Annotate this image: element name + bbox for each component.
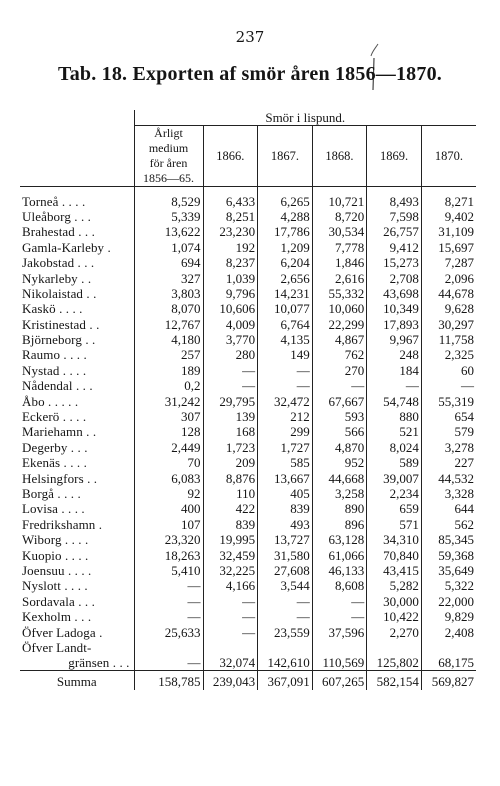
table-row [20, 378, 476, 393]
medium-value-cell: — [134, 609, 203, 624]
table-row [20, 440, 476, 455]
year-value-cell: 422 [203, 501, 258, 516]
medium-value-cell: 2,449 [134, 440, 203, 455]
year-value-cell: 566 [312, 424, 367, 439]
year-value-cell: 35,649 [421, 563, 476, 578]
year-value-cell: 405 [258, 486, 313, 501]
year-value-cell: 2,325 [421, 347, 476, 362]
year-value-cell: 46,133 [312, 563, 367, 578]
medium-value-cell: 23,320 [134, 532, 203, 547]
medium-value-cell: 257 [134, 347, 203, 362]
year-value-cell: 6,433 [203, 187, 258, 209]
year-value-cell: 27,608 [258, 563, 313, 578]
table-row [20, 363, 476, 378]
year-value-cell: 60 [421, 363, 476, 378]
place-cell: Torneå . . . . [22, 193, 86, 209]
year-value-cell: — [421, 378, 476, 393]
year-value-cell: 589 [367, 455, 422, 470]
table-row [20, 347, 476, 362]
place-cell: Ekenäs . . . . [22, 455, 87, 471]
table-row [20, 224, 476, 239]
summa-value-cell: 607,265 [312, 670, 367, 690]
year-value-cell: — [312, 609, 367, 624]
year-value-cell: 6,204 [258, 255, 313, 270]
year-value-cell: 6,764 [258, 317, 313, 332]
place-cell: Lovisa . . . . [22, 501, 85, 517]
year-value-cell: 579 [421, 424, 476, 439]
export-table [20, 110, 476, 690]
year-value-cell: 644 [421, 501, 476, 516]
year-value-cell: 299 [258, 424, 313, 439]
medium-value-cell: 189 [134, 363, 203, 378]
year-value-cell: 3,770 [203, 332, 258, 347]
year-value-cell: 43,415 [367, 563, 422, 578]
year-header: 1870. [421, 126, 476, 187]
place-cell: Nikolaistad . . [22, 285, 97, 301]
place-cell: Mariehamn . . [22, 424, 97, 440]
year-value-cell: 23,230 [203, 224, 258, 239]
year-value-cell: 952 [312, 455, 367, 470]
year-value-cell: 8,271 [421, 187, 476, 209]
year-value-cell: 43,698 [367, 286, 422, 301]
year-value-cell: 1,846 [312, 255, 367, 270]
medium-value-cell: 92 [134, 486, 203, 501]
place-cell: Raumo . . . . [22, 347, 87, 363]
year-header: 1869. [367, 126, 422, 187]
year-value-cell: 896 [312, 517, 367, 532]
year-value-cell: 659 [367, 501, 422, 516]
place-cell: Kuopio . . . . [22, 547, 89, 563]
medium-value-cell: 128 [134, 424, 203, 439]
place-cell: Nykarleby . . [22, 270, 92, 286]
year-value-cell: 68,175 [421, 640, 476, 671]
year-value-cell: 890 [312, 501, 367, 516]
year-value-cell: 110 [203, 486, 258, 501]
place-cell: Gamla-Karleby . [22, 239, 111, 255]
year-value-cell: 9,967 [367, 332, 422, 347]
year-value-cell: 8,251 [203, 209, 258, 224]
place-cell: Degerby . . . [22, 439, 88, 455]
medium-value-cell: 31,242 [134, 393, 203, 408]
year-value-cell: 55,319 [421, 393, 476, 408]
year-value-cell: 3,278 [421, 440, 476, 455]
year-value-cell: 493 [258, 517, 313, 532]
medium-value-cell: 307 [134, 409, 203, 424]
year-value-cell: 44,668 [312, 470, 367, 485]
year-value-cell: 4,288 [258, 209, 313, 224]
place-line: gränsen . . . [68, 654, 130, 670]
year-value-cell: 593 [312, 409, 367, 424]
table-row [20, 594, 476, 609]
year-value-cell: — [203, 363, 258, 378]
table-row [20, 470, 476, 485]
year-value-cell: 17,893 [367, 317, 422, 332]
table-row [20, 517, 476, 532]
year-value-cell: 32,225 [203, 563, 258, 578]
year-value-cell: 29,795 [203, 393, 258, 408]
summa-value-cell: 569,827 [421, 670, 476, 690]
year-value-cell: 2,656 [258, 270, 313, 285]
place-cell: Joensuu . . . . [22, 562, 92, 578]
year-value-cell: 5,282 [367, 578, 422, 593]
place-cell: Uleåborg . . . [22, 208, 92, 224]
table-row [20, 409, 476, 424]
table-row [20, 532, 476, 547]
year-value-cell: 6,265 [258, 187, 313, 209]
year-value-cell: 55,332 [312, 286, 367, 301]
place-cell: Wiborg . . . . [22, 532, 89, 548]
table-row [20, 240, 476, 255]
medium-value-cell: — [134, 594, 203, 609]
year-value-cell: 8,024 [367, 440, 422, 455]
year-value-cell: 32,459 [203, 547, 258, 562]
year-value-cell: 521 [367, 424, 422, 439]
year-value-cell: 7,778 [312, 240, 367, 255]
year-value-cell: 762 [312, 347, 367, 362]
table-row [20, 563, 476, 578]
year-value-cell: 2,096 [421, 270, 476, 285]
year-value-cell: 571 [367, 517, 422, 532]
year-value-cell: 67,667 [312, 393, 367, 408]
year-value-cell: 4,867 [312, 332, 367, 347]
year-value-cell: 8,720 [312, 209, 367, 224]
medium-header-line: Årligt [154, 126, 183, 141]
year-header: 1868. [312, 126, 367, 187]
place-cell: Jakobstad . . . [22, 255, 95, 271]
medium-value-cell: 400 [134, 501, 203, 516]
place-line: Öfver Landt- [22, 639, 92, 655]
year-value-cell: 4,009 [203, 317, 258, 332]
year-value-cell: 839 [203, 517, 258, 532]
medium-value-cell: 8,529 [134, 187, 203, 209]
year-value-cell: 23,559 [258, 624, 313, 639]
table-row [20, 209, 476, 224]
medium-value-cell: 6,083 [134, 470, 203, 485]
year-value-cell: 54,748 [367, 393, 422, 408]
medium-value-cell: 25,633 [134, 624, 203, 639]
year-value-cell: 168 [203, 424, 258, 439]
year-value-cell: — [203, 624, 258, 639]
year-value-cell: 4,135 [258, 332, 313, 347]
table-body [20, 187, 476, 690]
medium-value-cell: 13,622 [134, 224, 203, 239]
year-value-cell: 125,802 [367, 640, 422, 671]
summa-row [20, 670, 476, 690]
year-value-cell: 184 [367, 363, 422, 378]
year-value-cell: 15,697 [421, 240, 476, 255]
place-cell: Eckerö . . . . [22, 409, 87, 425]
table-row [20, 640, 476, 671]
summa-value-cell: 158,785 [134, 670, 203, 690]
year-value-cell: 9,829 [421, 609, 476, 624]
place-cell: Kexholm . . . [22, 609, 92, 625]
year-value-cell: 1,727 [258, 440, 313, 455]
year-value-cell: 70,840 [367, 547, 422, 562]
page-number: 237 [235, 28, 265, 46]
year-value-cell: 2,616 [312, 270, 367, 285]
year-value-cell: — [258, 594, 313, 609]
table-row [20, 317, 476, 332]
medium-header-line: medium [148, 141, 189, 156]
table-row [20, 501, 476, 516]
year-value-cell: 19,995 [203, 532, 258, 547]
year-header: 1866. [203, 126, 258, 187]
year-value-cell: 11,758 [421, 332, 476, 347]
table-row [20, 270, 476, 285]
table-row [20, 332, 476, 347]
year-value-cell: 10,060 [312, 301, 367, 316]
year-value-cell: 59,368 [421, 547, 476, 562]
medium-value-cell: — [134, 578, 203, 593]
medium-value-cell: 12,767 [134, 317, 203, 332]
year-value-cell: 44,678 [421, 286, 476, 301]
year-value-cell: 30,534 [312, 224, 367, 239]
year-value-cell: 8,876 [203, 470, 258, 485]
year-value-cell: — [203, 609, 258, 624]
year-value-cell: 839 [258, 501, 313, 516]
place-cell: Sordavala . . . [22, 593, 95, 609]
place-cell: Brahestad . . . [22, 224, 95, 240]
year-value-cell: 10,606 [203, 301, 258, 316]
group-header: Smör i lispund. [134, 110, 476, 126]
table-row [20, 455, 476, 470]
year-value-cell: 22,299 [312, 317, 367, 332]
medium-value-cell: 5,410 [134, 563, 203, 578]
year-value-cell: — [258, 363, 313, 378]
year-value-cell: 585 [258, 455, 313, 470]
year-value-cell: — [367, 378, 422, 393]
year-value-cell: — [258, 378, 313, 393]
year-value-cell: 212 [258, 409, 313, 424]
year-value-cell: 10,077 [258, 301, 313, 316]
summa-value-cell: 367,091 [258, 670, 313, 690]
year-value-cell: 32,472 [258, 393, 313, 408]
place-cell: Fredrikshamn . [22, 516, 103, 532]
year-value-cell: 13,727 [258, 532, 313, 547]
year-value-cell: 270 [312, 363, 367, 378]
year-value-cell: 1,209 [258, 240, 313, 255]
year-value-cell: 1,723 [203, 440, 258, 455]
year-value-cell: 14,231 [258, 286, 313, 301]
medium-value-cell: 3,803 [134, 286, 203, 301]
place-cell [20, 640, 134, 671]
table-row [20, 393, 476, 408]
year-value-cell: 32,074 [203, 640, 258, 671]
medium-value-cell: 18,263 [134, 547, 203, 562]
medium-value-cell: 107 [134, 517, 203, 532]
year-value-cell: 30,000 [367, 594, 422, 609]
year-value-cell: 8,237 [203, 255, 258, 270]
year-value-cell: 44,532 [421, 470, 476, 485]
year-value-cell: 39,007 [367, 470, 422, 485]
year-value-cell: 9,402 [421, 209, 476, 224]
year-value-cell: 30,297 [421, 317, 476, 332]
year-value-cell: 562 [421, 517, 476, 532]
year-value-cell: 3,258 [312, 486, 367, 501]
year-value-cell: 880 [367, 409, 422, 424]
place-cell: Nystad . . . . [22, 362, 87, 378]
year-value-cell: 63,128 [312, 532, 367, 547]
year-value-cell: — [312, 378, 367, 393]
table-title: Tab. 18. Exporten af smör åren 1856—1870. [58, 63, 442, 85]
year-value-cell: 10,349 [367, 301, 422, 316]
year-value-cell: 7,287 [421, 255, 476, 270]
place-cell: Öfver Ladoga . [22, 624, 103, 640]
year-value-cell: 13,667 [258, 470, 313, 485]
year-value-cell: 10,721 [312, 187, 367, 209]
table-row [20, 187, 476, 209]
medium-value-cell: 4,180 [134, 332, 203, 347]
table-row [20, 609, 476, 624]
year-value-cell: 142,610 [258, 640, 313, 671]
year-value-cell: 1,039 [203, 270, 258, 285]
table-row [20, 286, 476, 301]
year-value-cell: 209 [203, 455, 258, 470]
year-value-cell: 2,270 [367, 624, 422, 639]
summa-label: Summa [20, 670, 134, 690]
year-value-cell: 227 [421, 455, 476, 470]
year-value-cell: — [203, 378, 258, 393]
year-value-cell: 280 [203, 347, 258, 362]
table-row [20, 424, 476, 439]
place-cell: Nådendal . . . [22, 378, 93, 394]
summa-value-cell: 239,043 [203, 670, 258, 690]
year-value-cell: — [258, 609, 313, 624]
year-value-cell: 31,109 [421, 224, 476, 239]
year-value-cell: 4,870 [312, 440, 367, 455]
table-row [20, 624, 476, 639]
table-row [20, 255, 476, 270]
table-row [20, 578, 476, 593]
table-row [20, 486, 476, 501]
year-value-cell: 654 [421, 409, 476, 424]
table-row [20, 547, 476, 562]
year-value-cell: 61,066 [312, 547, 367, 562]
year-value-cell: — [203, 594, 258, 609]
medium-value-cell: 0,2 [134, 378, 203, 393]
medium-header [134, 126, 203, 187]
year-value-cell: 22,000 [421, 594, 476, 609]
year-value-cell: 139 [203, 409, 258, 424]
place-cell: Helsingfors . . [22, 470, 98, 486]
year-value-cell: 192 [203, 240, 258, 255]
year-value-cell: 149 [258, 347, 313, 362]
year-value-cell: 31,580 [258, 547, 313, 562]
year-value-cell: 248 [367, 347, 422, 362]
year-value-cell: 9,628 [421, 301, 476, 316]
year-value-cell: 3,544 [258, 578, 313, 593]
medium-value-cell: 70 [134, 455, 203, 470]
place-cell: Kaskö . . . . [22, 301, 83, 317]
place-cell: Nyslott . . . . [22, 578, 88, 594]
medium-value-cell: — [134, 640, 203, 671]
year-value-cell: 17,786 [258, 224, 313, 239]
year-value-cell: — [312, 594, 367, 609]
place-header [20, 110, 134, 187]
year-value-cell: 4,166 [203, 578, 258, 593]
medium-value-cell: 8,070 [134, 301, 203, 316]
medium-value-cell: 5,339 [134, 209, 203, 224]
year-value-cell: 9,796 [203, 286, 258, 301]
year-value-cell: 2,708 [367, 270, 422, 285]
medium-value-cell: 1,074 [134, 240, 203, 255]
year-value-cell: 110,569 [312, 640, 367, 671]
year-value-cell: 15,273 [367, 255, 422, 270]
year-value-cell: 8,608 [312, 578, 367, 593]
year-value-cell: 8,493 [367, 187, 422, 209]
year-value-cell: 5,322 [421, 578, 476, 593]
year-value-cell: 26,757 [367, 224, 422, 239]
year-value-cell: 7,598 [367, 209, 422, 224]
medium-value-cell: 694 [134, 255, 203, 270]
place-cell: Björneborg . . [22, 332, 96, 348]
summa-value-cell: 582,154 [367, 670, 422, 690]
year-value-cell: 2,234 [367, 486, 422, 501]
place-cell: Åbo . . . . . [22, 393, 79, 409]
place-cell: Borgå . . . . [22, 486, 81, 501]
year-header: 1867. [258, 126, 313, 187]
year-value-cell: 2,408 [421, 624, 476, 639]
year-value-cell: 37,596 [312, 624, 367, 639]
year-value-cell: 85,345 [421, 532, 476, 547]
year-value-cell: 9,412 [367, 240, 422, 255]
table-row [20, 301, 476, 316]
medium-header-line: för åren [149, 156, 188, 171]
place-cell: Kristinestad . . [22, 316, 100, 332]
year-value-cell: 10,422 [367, 609, 422, 624]
year-value-cell: 3,328 [421, 486, 476, 501]
year-value-cell: 34,310 [367, 532, 422, 547]
medium-value-cell: 327 [134, 270, 203, 285]
medium-header-line: 1856—65. [143, 171, 194, 186]
